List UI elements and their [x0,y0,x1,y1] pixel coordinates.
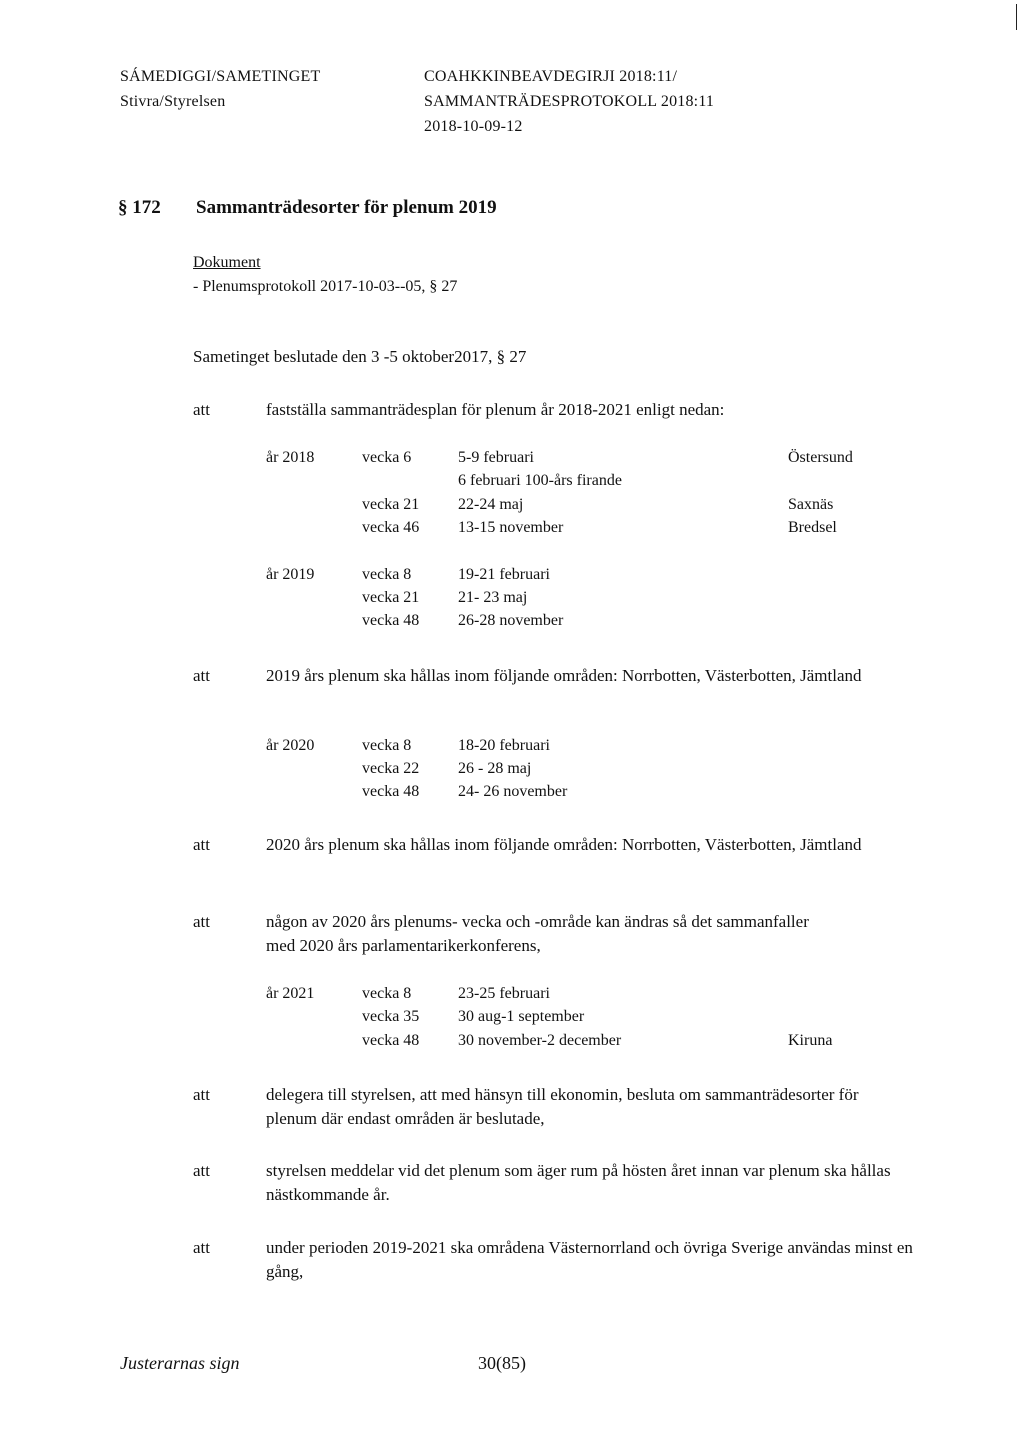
schedule-place: Saxnäs [788,496,834,513]
schedule-row [266,496,886,519]
signature-label: Justerarnas sign [120,1353,240,1373]
att-label: att [193,1161,210,1180]
schedule-dates: 13-15 november [458,519,564,536]
schedule-dates: 24- 26 november [458,783,568,800]
clause-2020-change: någon av 2020 års plenums- vecka och -område kan ändras så det sammanfaller med 2020 års parlamentarikerkonferens, [266,912,809,955]
clause-2019-areas: 2019 års plenum ska hållas inom följande områden: Norrbotten, Västerbotten, Jämtland [266,666,862,685]
schedule-week: vecka 48 [362,783,420,800]
decision-intro: Sametinget beslutade den 3 -5 oktober2017, § 27 [193,347,527,366]
section-title: Sammanträdesorter för plenum 2019 [196,197,497,218]
att-label: att [193,1085,210,1104]
att-label: att [193,1238,210,1257]
schedule-row [266,1032,886,1055]
att-label: att [193,835,210,854]
page-number: 30(85) [478,1353,526,1373]
schedule-week: vecka 8 [362,566,412,583]
clause-areas-2019-2021: under perioden 2019-2021 ska områdena Västernorrland och övriga Sverige användas minst en gång, [266,1238,913,1281]
schedule-row [266,737,886,760]
schedule-week: vecka 22 [362,760,420,777]
documents-label: Dokument [193,254,261,271]
schedule-row [266,612,886,635]
schedule-dates: 22-24 maj [458,496,524,513]
schedule-week: vecka 48 [362,612,420,629]
schedule-row [266,519,886,542]
document-item: - Plenumsprotokoll 2017-10-03--05, § 27 [193,278,458,295]
schedule-year: år 2019 [266,566,315,583]
schedule-row [266,472,886,495]
schedule-place: Kiruna [788,1032,833,1049]
schedule-dates: 19-21 februari [458,566,550,583]
scan-edge-mark [1016,4,1017,30]
schedule-row [266,1008,886,1031]
schedule-week: vecka 8 [362,985,412,1002]
schedule-dates: 21- 23 maj [458,589,528,606]
schedule-week: vecka 46 [362,519,420,536]
att-label: att [193,666,210,685]
schedule-place: Östersund [788,449,853,466]
schedule-dates: 26 - 28 maj [458,760,532,777]
clause-delegate: delegera till styrelsen, att med hänsyn till ekonomin, besluta om sammanträdesorter för plenum där endast områden är beslutade, [266,1085,859,1128]
schedule-row [266,589,886,612]
schedule-row [266,783,886,806]
clause-schedule: fastställa sammanträdesplan för plenum år 2018-2021 enligt nedan: [266,400,725,419]
schedule-week: vecka 48 [362,1032,420,1049]
section-number: § 172 [118,197,161,218]
protocol-date: 2018-10-09-12 [424,118,523,135]
schedule-dates: 30 aug-1 september [458,1008,585,1025]
schedule-dates: 30 november-2 december [458,1032,622,1049]
schedule-dates: 23-25 februari [458,985,550,1002]
schedule-week: vecka 35 [362,1008,420,1025]
att-label: att [193,400,210,419]
schedule-year: år 2020 [266,737,315,754]
schedule-year: år 2021 [266,985,315,1002]
schedule-row [266,985,886,1008]
schedule-dates: 6 februari 100-års firande [458,472,622,489]
schedule-year: år 2018 [266,449,315,466]
clause-board-announces: styrelsen meddelar vid det plenum som äger rum på hösten året innan var plenum ska hållas nästkommande år. [266,1161,891,1204]
schedule-week: vecka 6 [362,449,412,466]
schedule-row [266,566,886,589]
schedule-week: vecka 8 [362,737,412,754]
schedule-row [266,760,886,783]
schedule-dates: 18-20 februari [458,737,550,754]
schedule-dates: 5-9 februari [458,449,534,466]
schedule-week: vecka 21 [362,496,420,513]
protocol-title-swedish: SAMMANTRÄDESPROTOKOLL 2018:11 [424,93,715,110]
att-label: att [193,912,210,931]
schedule-place: Bredsel [788,519,837,536]
org-name: SÁMEDIGGI/SAMETINGET [120,68,321,85]
schedule-week: vecka 21 [362,589,420,606]
schedule-dates: 26-28 november [458,612,564,629]
clause-2020-areas: 2020 års plenum ska hållas inom följande områden: Norrbotten, Västerbotten, Jämtland [266,835,862,854]
protocol-title-sami: COAHKKINBEAVDEGIRJI 2018:11/ [424,68,678,85]
schedule-row [266,449,886,472]
org-unit: Stivra/Styrelsen [120,93,226,110]
